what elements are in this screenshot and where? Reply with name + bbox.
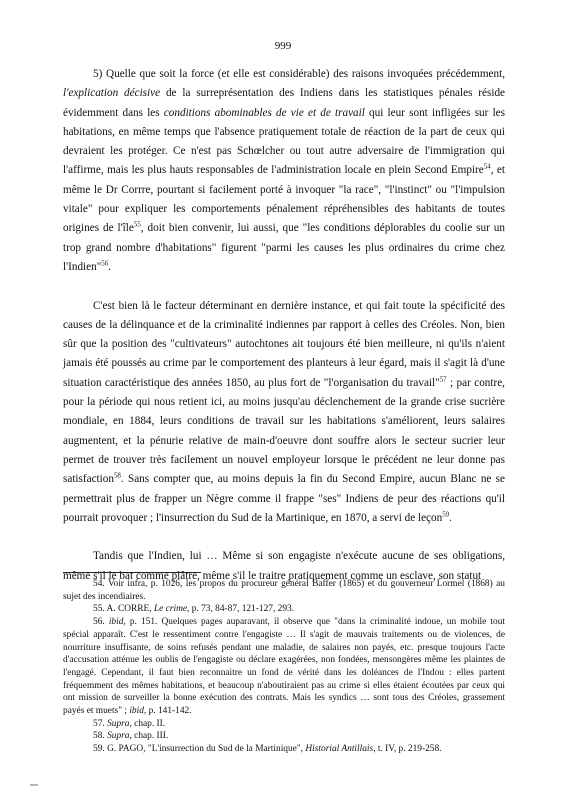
text-run: 59. G. PAGO, "L'insurrection du Sud de la Martinique", — [93, 744, 306, 755]
text-run: 5) Quelle que soit la force (et elle est considérable) des raisons invoquées précédemment, — [93, 68, 505, 80]
footnote-ref: 57 — [439, 375, 447, 384]
text-run: 56. — [93, 617, 109, 628]
paragraph — [63, 297, 505, 529]
text-run: , p. 73, 84-87, 121-127, 293. — [187, 604, 295, 615]
text-run: 57. — [93, 718, 108, 729]
italic-text: ibid — [129, 706, 144, 717]
italic-text: conditions abominables de vie et de travail — [163, 106, 365, 119]
text-run: C'est bien là le facteur déterminant en dernière instance, et qui fait toute la spécificité des causes de la délinquance et de la criminalité indiennes par rapport à celles des Créoles. Non, bien sûr que la position des "cultivateurs" autochtones ait toujours été bien meilleure, ni qu'ils n'aient jamais été poussés au crime par le comportement des planteurs à leur égard, mais il s'agit là d'une situation caractéristique des années 1850, au plus fort de "l'organisation du travail" — [63, 299, 505, 389]
text-run: , chap. III. — [129, 731, 169, 742]
text-run: , p. 151. Quelques pages auparavant, il observe que "dans la criminalité indoue, un mobile tout spécial apparaît. C'est le ressentiment contre l'engagiste … Il s'agit de mauvais traitements ou de violences, de nourriture insuffisante, de soins refusés pendant une maladie, de salaires non payés, etc. presque toujours l'acte d'accusation atténue les oublis de l'engagiste ou déclare exagérées, non fondées, mensongères même les plaintes de l'engagé. Cependant, il faut bien reconnaitre un fond de vérité dans les doléances de l'Indou : elles partent fréquemment des mêmes habitations, et beaucoup n'aboutiraient pas au crime si elles étaient écoutées par ceux qui ont mission de surveiller la bonne exécution des contrats. Mais les syndics … sont tous des Créoles, grassement payés et muets" ; — [63, 617, 505, 717]
text-run: ; par contre, pour la période qui nous retient ici, au moins jusqu'au déclenchement de la grande crise sucrière mondiale, en 1884, leurs conditions de travail sur les habitations s'améliorent, leurs salaires augmentent, et la pénurie relative de main-d'oeuvre dont souffre alors le secteur sucrier leur permet de trouver très facilement un nouvel employeur lorsque le précédent ne leur donne pas satisfaction — [63, 376, 505, 486]
text-run: Tandis que l'Indien, lui … Même si son engagiste n'exécute aucune de ses obligations, même s'il le bat comme plâtre, même s'il le traitre pratiquement comme un esclave, son statut — [63, 550, 505, 582]
footnote-separator — [63, 572, 201, 573]
text-run: . — [108, 260, 112, 273]
text-run: , et même le Dr Corrre, pourtant si facilement porté à invoquer "la race", "l'instinct" ou "l'impulsion vitale" pour expliquer les comportements pénalement répréhensibles des habitants de toutes origines de l'île — [63, 164, 506, 235]
italic-text: ibid — [108, 617, 124, 628]
text-run: , chap. II. — [129, 718, 166, 729]
text-run: 58. — [93, 731, 108, 742]
text-run: de la surreprésentation des Indiens dans les statistiques pénales réside évidemment dans les — [63, 87, 506, 119]
footnote — [63, 743, 505, 756]
footnotes — [63, 578, 505, 756]
italic-text: Supra — [107, 731, 130, 742]
text-run: 54. Voir infra, p. 1026, les propos du procureur général Baffer (1865) et du gouverneur Lormel (1868) au sujet des incendiaires. — [63, 579, 505, 602]
text-run: 55. A. CORRE, — [93, 604, 154, 615]
text-run: , doit bien convenir, lui aussi, que "les conditions déplorables du coolie sur un trop grand nombre d'habitations" figurent "parmi les causes les plus ordinaires du crime chez l'Indien" — [63, 222, 505, 273]
page-number: 999 — [274, 40, 292, 52]
body-text — [63, 65, 505, 586]
footnote — [63, 718, 505, 731]
footnote-ref: 55 — [133, 220, 141, 229]
italic-text: l'explication décisive — [63, 87, 161, 100]
footnote-ref: 58 — [113, 471, 121, 480]
footnote-ref: 56 — [101, 259, 109, 268]
paragraph — [63, 65, 505, 277]
scan-mark — [30, 784, 38, 786]
text-run: . Sans compter que, au moins depuis la fin du Second Empire, aucun Blanc ne se permettrait plus de frapper un Nègre comme il frappe "ses" Indiens de peur des réactions qu'il pourrait provoquer ; l'insurrection du Sud de la Martinique, en 1870, a servi de leçon — [63, 473, 505, 524]
italic-text: Supra — [107, 718, 130, 729]
footnote-ref: 59 — [442, 510, 450, 519]
footnote-ref: 54 — [483, 162, 491, 171]
footnote — [63, 616, 505, 718]
text-run: , t. IV, p. 219-258. — [373, 744, 442, 755]
text-run: . — [449, 511, 452, 524]
footnote — [63, 578, 505, 603]
italic-text: Historial Antillais — [305, 744, 374, 755]
footnote — [63, 730, 505, 743]
text-run: , p. 141-142. — [143, 706, 192, 717]
italic-text: Le crime — [153, 604, 188, 615]
footnote — [63, 603, 505, 616]
text-run: qui leur sont infligées sur les habitations, en même temps que l'absence pratiquement totale de réaction de la part de ceux qui devraient les protéger. Ce n'est pas Schœlcher ou tout autre adversaire de l'immigration qui l'affirme, mais les plus hauts responsables de l'administration locale en plein Second Empire — [63, 106, 505, 177]
